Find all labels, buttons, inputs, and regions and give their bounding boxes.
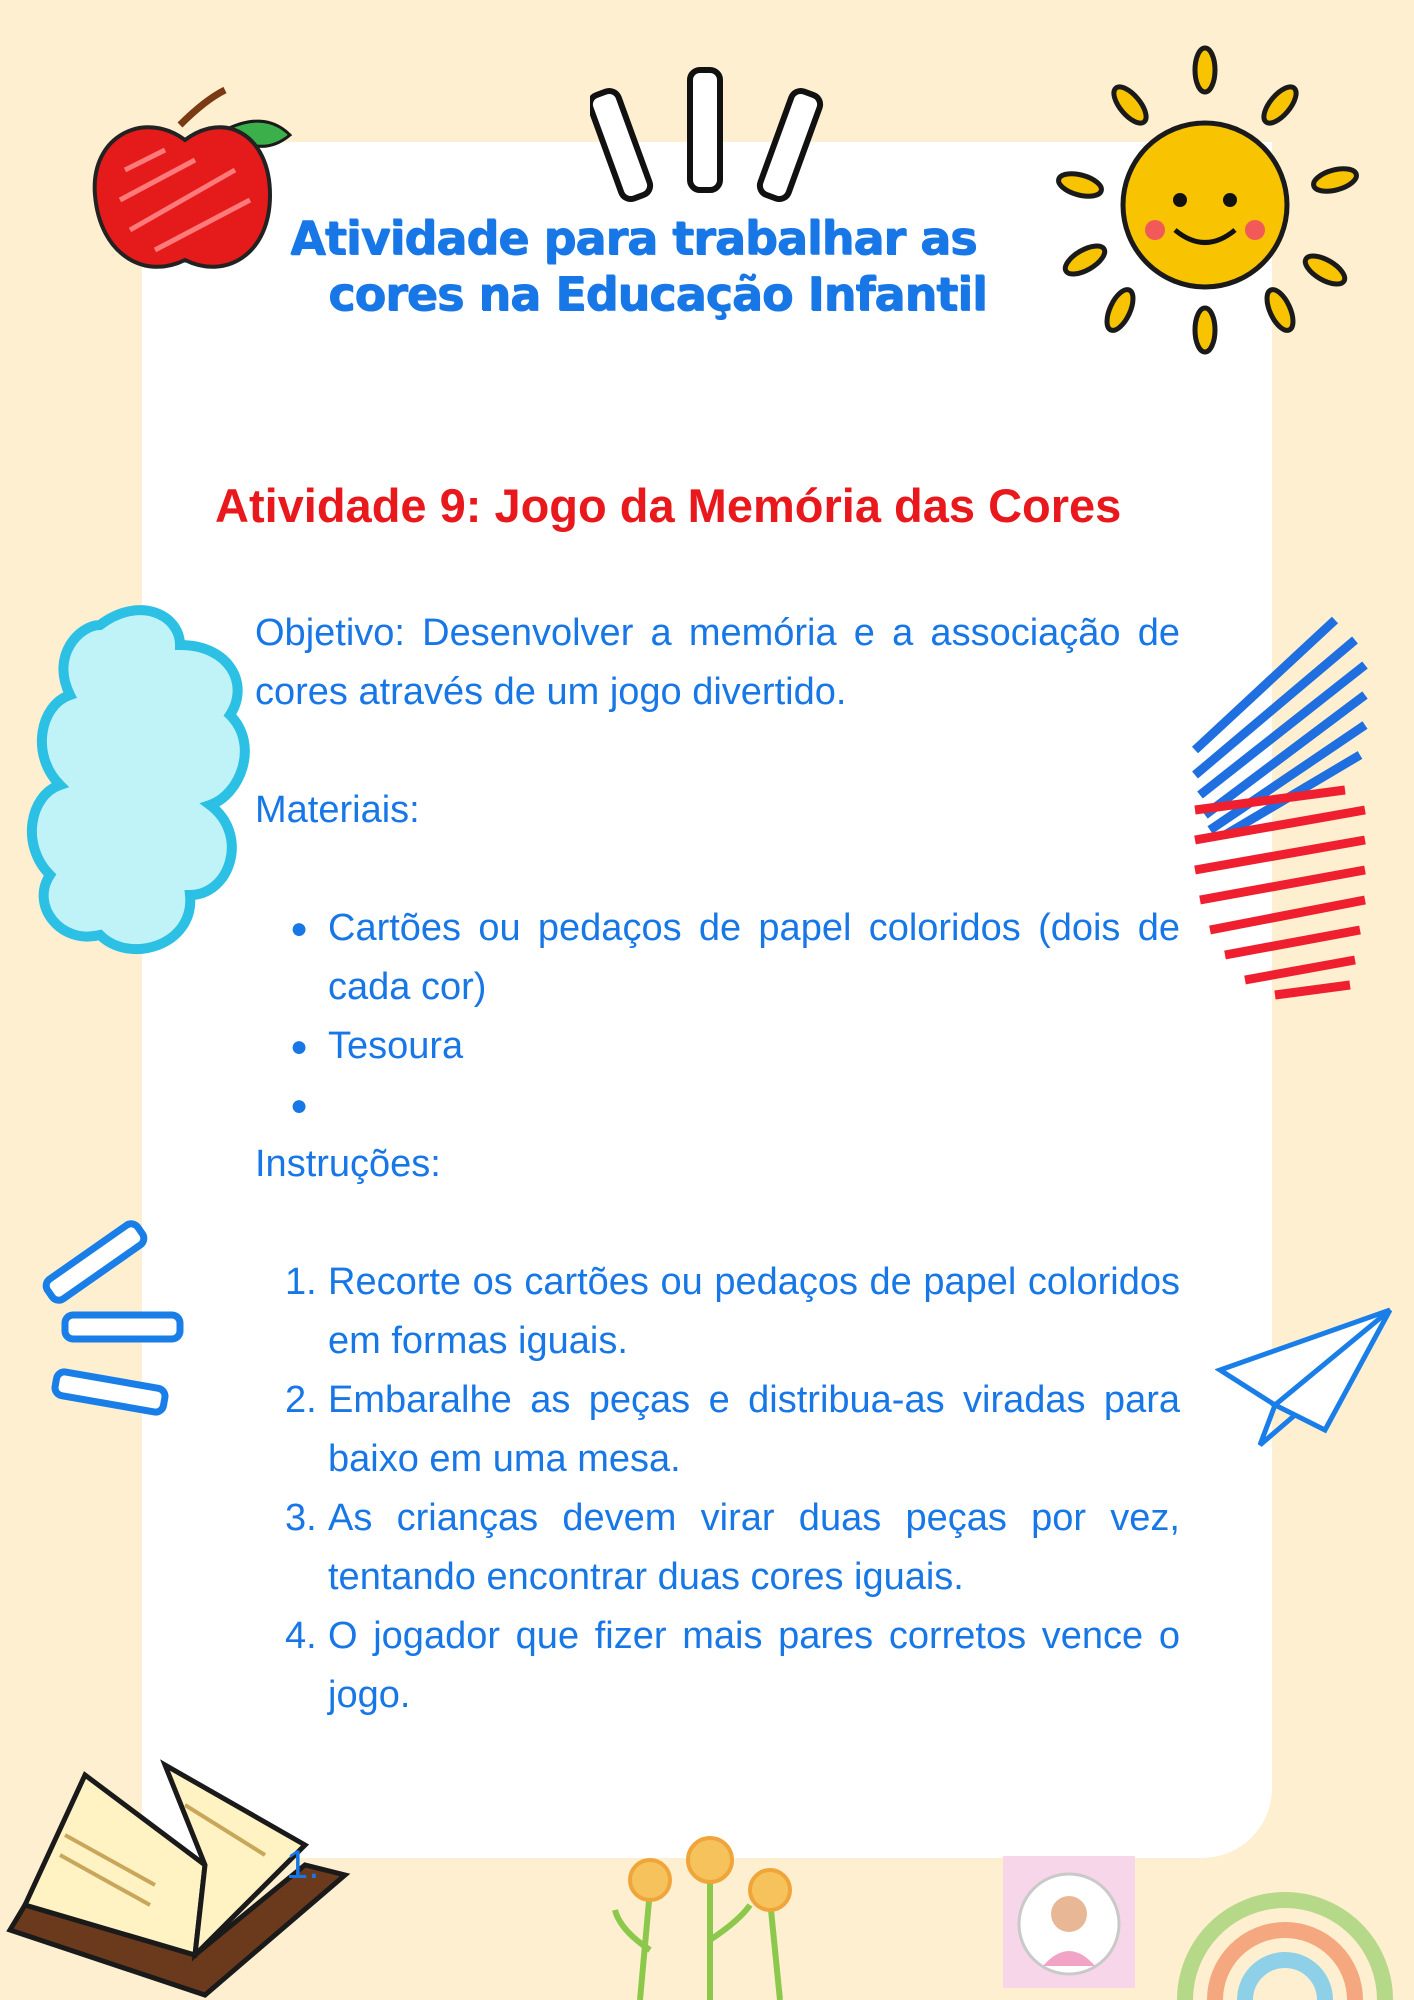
list-item: ● Cartões ou pedaços de papel coloridos (dois de cada cor) bbox=[290, 907, 1180, 1008]
crayon-scribble-icon bbox=[1185, 610, 1375, 1000]
instructions-label: Instruções: bbox=[255, 1143, 441, 1185]
title-line-1: Atividade para trabalhar as bbox=[290, 211, 977, 265]
list-item: ● Tesoura bbox=[290, 1025, 464, 1067]
activity-heading: Atividade 9: Jogo da Memória das Cores bbox=[215, 479, 1122, 532]
profile-logo bbox=[1003, 1856, 1135, 1988]
materials-label: Materiais: bbox=[255, 789, 420, 831]
sun-icon bbox=[1045, 45, 1375, 365]
materials-list bbox=[255, 899, 1180, 1135]
cloud-icon bbox=[20, 595, 260, 975]
page-number: 1. bbox=[286, 1843, 320, 1887]
page-title bbox=[290, 210, 1050, 322]
paper-plane-icon bbox=[1215, 1305, 1395, 1455]
dash-lines-icon bbox=[30, 1215, 190, 1435]
activity-body bbox=[255, 604, 1180, 1725]
flowers-icon bbox=[590, 1830, 830, 2000]
instructions-list bbox=[255, 1253, 1180, 1725]
objective-text: Objetivo: Desenvolver a memória e a associação de cores através de um jogo divertido. bbox=[255, 612, 1180, 713]
title-line-2: cores na Educação Infantil bbox=[328, 267, 987, 321]
sparkle-lines-icon bbox=[590, 60, 830, 220]
list-item: 4. O jogador que fizer mais pares corretos vence o jogo. bbox=[285, 1615, 1180, 1716]
list-item: 3. As crianças devem virar duas peças por vez, tentando encontrar duas cores iguais. bbox=[285, 1497, 1180, 1598]
list-item: ● bbox=[290, 1089, 309, 1122]
rainbow-icon bbox=[1170, 1835, 1400, 2000]
list-item: 2. Embaralhe as peças e distribua-as viradas para baixo em uma mesa. bbox=[285, 1379, 1180, 1480]
apple-icon bbox=[85, 80, 295, 280]
list-item: 1. Recorte os cartões ou pedaços de papel coloridos em formas iguais. bbox=[285, 1261, 1180, 1362]
